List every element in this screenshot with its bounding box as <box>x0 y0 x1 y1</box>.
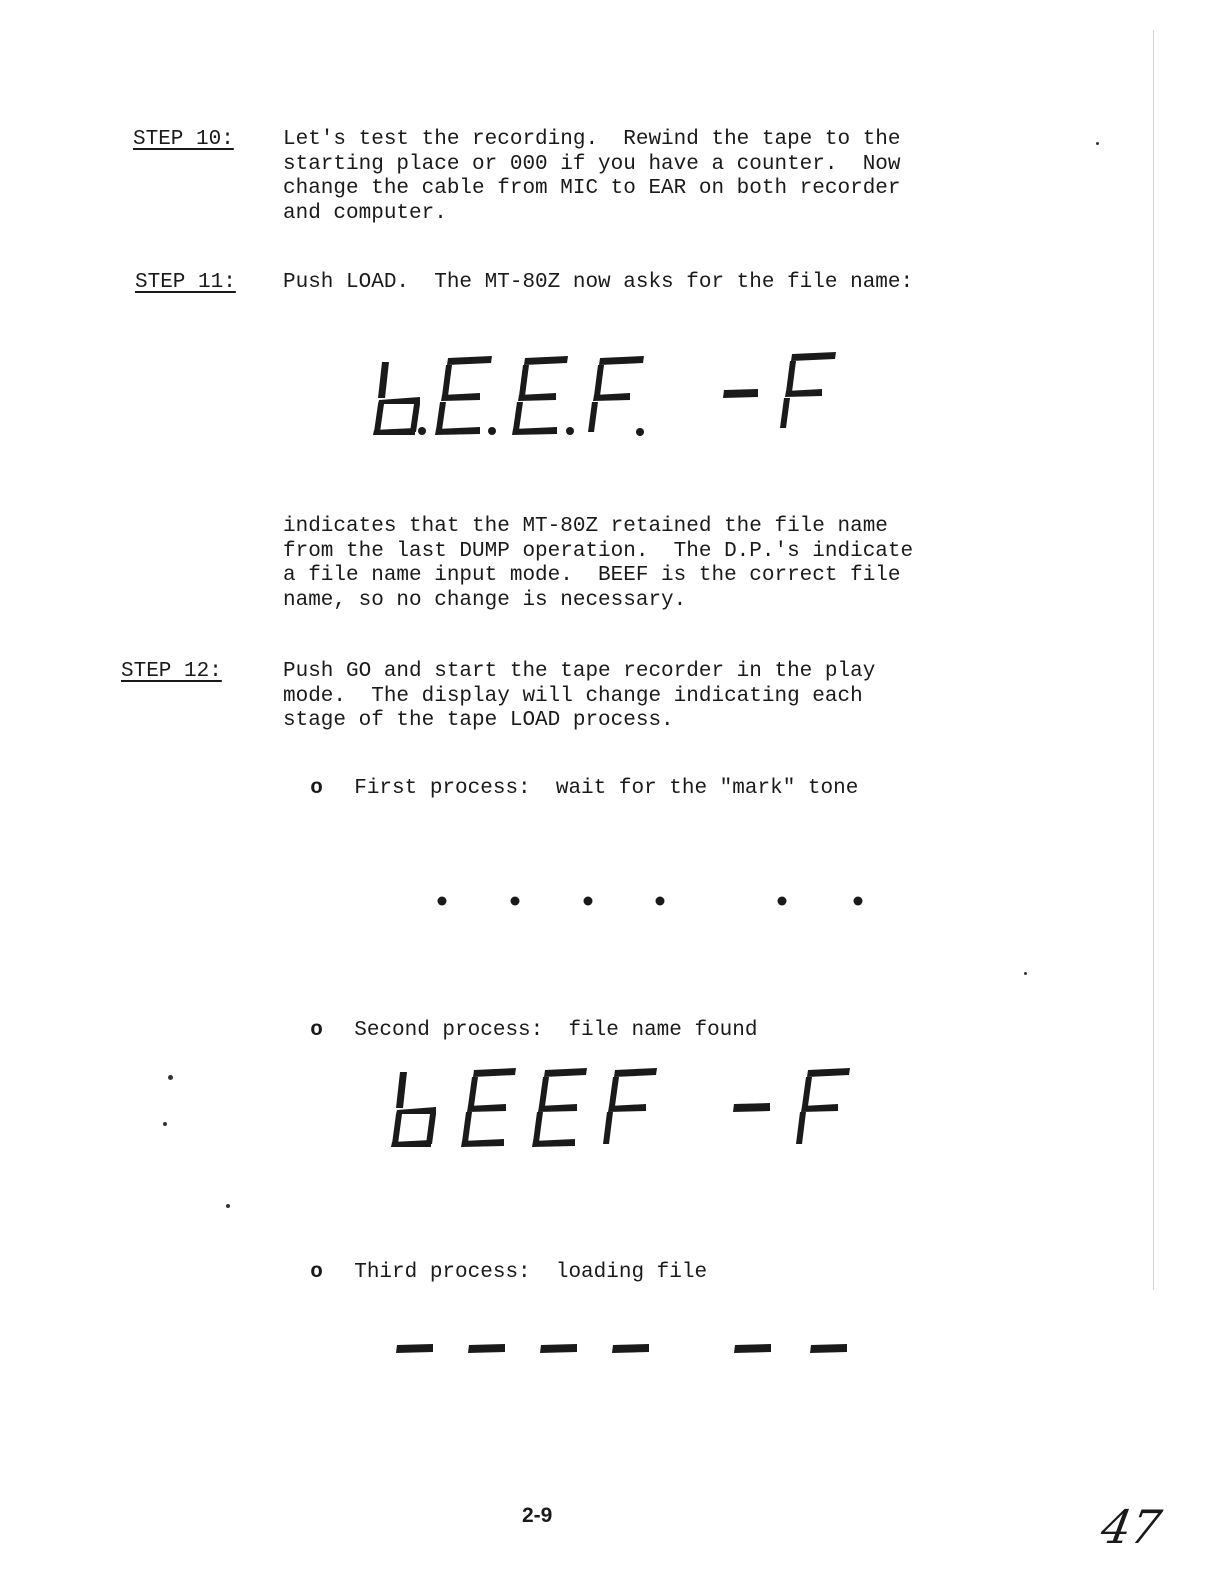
segment <box>609 1077 619 1106</box>
decimal-point <box>511 897 520 906</box>
bullet-marker: o <box>310 1019 323 1042</box>
dash-segment <box>540 1344 577 1353</box>
step-12-text <box>283 660 1018 734</box>
dash-display <box>385 1335 865 1365</box>
text-line: change the cable from MIC to EAR on both recorder <box>283 177 901 200</box>
decimal-point <box>778 897 787 906</box>
handwritten-folio: 47 <box>1097 1500 1166 1554</box>
process-2 <box>285 996 757 1042</box>
decimal-point-display <box>420 880 890 920</box>
bullet-marker: o <box>310 1261 323 1284</box>
dash-segment <box>810 1344 847 1353</box>
step-11-label: STEP 11: <box>135 271 236 294</box>
bullet-marker: o <box>310 777 323 800</box>
scan-speck <box>1024 972 1027 975</box>
segment <box>807 1068 850 1077</box>
text-line: Push GO and start the tape recorder in the play <box>283 660 876 683</box>
segment <box>723 389 758 398</box>
text-line: and computer. <box>283 201 447 225</box>
text-line: Let's test the recording. Rewind the tape to the <box>283 128 901 151</box>
text-line: a file name input mode. BEEF is the correct file <box>283 564 901 587</box>
segment <box>436 402 446 430</box>
segment <box>374 404 384 432</box>
process-text: Third process: loading file <box>354 1261 708 1284</box>
segment <box>780 398 790 428</box>
process-3 <box>285 1238 707 1284</box>
segment <box>513 402 523 430</box>
step-10-label: STEP 10: <box>133 128 234 151</box>
seven-segment-display-with-dp <box>360 340 880 450</box>
segment <box>603 1112 613 1144</box>
segment <box>533 1112 543 1142</box>
segment <box>786 361 796 392</box>
step-12-label: STEP 12: <box>121 660 222 683</box>
text-line: Push LOAD. The MT-80Z now asks for the file name: <box>283 271 914 294</box>
display-text: bEEF -F <box>360 340 365 341</box>
segment <box>539 1077 549 1106</box>
process-text: Second process: file name found <box>354 1019 758 1042</box>
decimal-point <box>488 427 496 435</box>
scan-speck <box>226 1204 230 1208</box>
display-text: bEEF -F <box>370 1060 375 1061</box>
process-text: First process: wait for the "mark" tone <box>354 777 859 800</box>
segment <box>594 365 604 396</box>
seven-segment-display <box>370 1060 870 1160</box>
segment <box>447 356 492 365</box>
scan-speck <box>168 1075 173 1080</box>
segment <box>614 1068 657 1077</box>
segment <box>442 365 452 396</box>
process-1 <box>285 754 858 800</box>
decimal-point <box>854 897 863 906</box>
segment <box>426 1114 436 1144</box>
dash-segment <box>734 1344 771 1353</box>
scan-speck <box>163 1122 167 1126</box>
dash-segment <box>468 1344 505 1353</box>
dash-segment <box>396 1344 433 1353</box>
segment <box>396 1107 436 1114</box>
decimal-point <box>636 428 644 436</box>
text-line: from the last DUMP operation. The D.P.'s indicate <box>283 539 914 563</box>
step-10-text <box>283 128 1018 226</box>
text-line: starting place or 000 if you have a counter. Now <box>283 152 901 176</box>
segment <box>588 402 598 432</box>
decimal-point <box>584 897 593 906</box>
segment <box>468 1077 478 1106</box>
segment <box>599 356 644 365</box>
step-11-text <box>283 271 1018 296</box>
decimal-point <box>418 427 426 435</box>
segment <box>462 1112 472 1142</box>
segment <box>524 356 568 365</box>
text-line: name, so no change is necessary. <box>283 588 687 612</box>
segment <box>378 397 420 404</box>
segment <box>392 1114 402 1144</box>
segment <box>802 1077 812 1106</box>
decimal-point <box>566 427 574 435</box>
scan-speck <box>1096 142 1099 145</box>
page-edge <box>1153 30 1154 1290</box>
segment <box>473 1068 516 1077</box>
text-line: indicates that the MT-80Z retained the file name <box>283 515 888 538</box>
segment <box>396 1072 407 1108</box>
page-number: 2-9 <box>522 1504 553 1527</box>
decimal-point <box>438 897 447 906</box>
segment <box>410 404 420 432</box>
segment <box>733 1103 770 1112</box>
decimal-point <box>656 897 665 906</box>
segment <box>796 1112 806 1144</box>
text-line: stage of the tape LOAD process. <box>283 709 674 732</box>
step-11-explanation <box>283 515 1018 613</box>
segment <box>544 1068 587 1077</box>
segment <box>791 352 836 361</box>
dash-segment <box>612 1344 649 1353</box>
segment <box>378 362 389 398</box>
text-line: mode. The display will change indicating each <box>283 684 863 708</box>
segment <box>519 365 529 396</box>
